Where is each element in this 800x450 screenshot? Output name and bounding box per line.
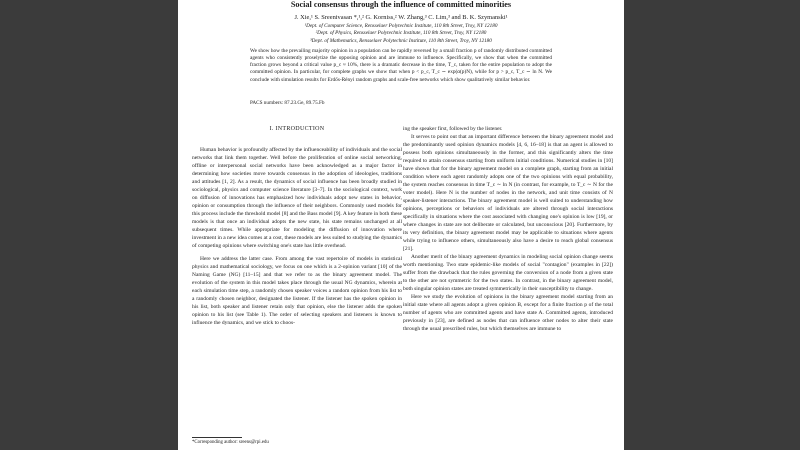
paragraph: Human behavior is profoundly affected by the influenceability of individuals and the social networks that link them together. Well before the proliferation of online social networking, offline or interpersonal social networks have been acknowledged as a major factor in determining how societies move towards consensus in the adoption of ideologies, traditions and attitudes [1, 2]. As a result, the dynamics of social influence has been broadly studied in sociological, physics and computer science literature [3–7]. In the sociological context, work on diffusion of innovations has emphasized how individuals adopt new states in behavior, opinion or consumption through the influence of their neighbors. Commonly used models for this process include the threshold model [8] and the Bass model [9]. A key feature in both these models is that once an individual adopts the new state, his state remains unchanged at all subsequent times. While appropriate for modeling the diffusion of innovation where investment in a new idea comes at a cost, these models are less suited to studying the dynamics of competing opinions where switching one's state has little overhead. [192, 147, 402, 250]
pacs-numbers: PACS numbers: 87.23.Ge, 89.75.Fb [250, 100, 325, 106]
affiliation-line: ¹Dept. of Computer Science, Rensselaer Polytechnic Institute, 110 8th Street, Troy, NY 12180 [304, 23, 498, 29]
abstract: We show how the prevailing majority opinion in a population can be rapidly reversed by a small fraction p of randomly distributed committed agents who consistently proselytize the opposing opinion and are immune to influence. Specifically, we show that when the committed fraction grows beyond a critical value p_c ≈ 10%, there is a dramatic decrease in the time, T_c, taken for the entire population to adopt the committed opinion. In particular, for complete graphs we show that when p < p_c, T_c ∼ exp(α(p)N), while for p > p_c, T_c ∼ ln N. We conclude with simulation results for Erdős-Rényi random graphs and scale-free networks which show qualitatively similar behavior. [250, 48, 552, 83]
affiliations [178, 23, 624, 45]
author-list: J. Xie,¹ S. Sreenivasan *,¹,² G. Korniss,² W. Zhang,³ C. Lim,³ and B. K. Szymanski¹ [294, 14, 508, 21]
paragraph: It serves to point out that an important difference between the binary agreement model and the predominantly used opinion dynamics models [4, 6, 16–18] is that an agent is allowed to possess both opinions simultaneously in the former, and this significantly alters the time required to attain consensus starting from uniform initial conditions. Numerical studies in [10] have shown that for the binary agreement model on a complete graph, starting from an initial condition where each agent randomly adopts one of the two opinions with equal probability, the system reaches consensus in time T_c ∼ ln N (in contrast, for example, to T_c ∼ N for the voter model). Here N is the number of nodes in the network, and unit time consists of N speaker-listener interactions. The binary agreement model is well suited to understanding how opinions, perceptions or behaviors of individuals are altered through social interactions specifically in situations where the cost associated with changing one's opinion is low [19], or where changes in state are not deliberate or calculated, but unconscious [20]. Furthermore, by its very definition, the binary agreement model may be applicable to situations where agents while trying to influence others, simultaneously also have a desire to reach global consensus [21]. [403, 134, 613, 253]
footnote-divider [192, 437, 242, 438]
right-column [403, 125, 613, 333]
affiliation-line: ³Dept. of Mathematics, Rensselaer Polytechnic Institute, 110 8th Street, Troy, NY 12180 [310, 37, 492, 44]
section-heading: I. INTRODUCTION [269, 126, 325, 132]
left-column [192, 125, 402, 327]
affiliation-line: ²Dept. of Physics, Rensselaer Polytechnic Institute, 110 8th Street, Troy, NY 12180 [315, 30, 487, 37]
paragraph: Here we study the evolution of opinions in the binary agreement model starting from an initial state where all agents adopt a given opinion B, except for a finite fraction p of the total number of agents who are committed agents and have state A. Committed agents, introduced previously in [23], are defined as nodes that can influence other nodes to alter their state through the usual prescribed rules, but which themselves are immune to [403, 294, 613, 333]
paragraph: Another merit of the binary agreement dynamics in modeling social opinion change seems worth mentioning. Two state epidemic-like models of social "contagion" (examples in [22]) suffer from the drawback that the rules governing the conversion of a node from a given state to the other are not symmetric for the two states. In contrast, in the binary agreement model, both singular opinion states are treated symmetrically in their susceptibility to change. [403, 254, 613, 293]
footnote: *Corresponding author: sreens@rpi.edu [192, 440, 269, 445]
paragraph: Here we address the latter case. From among the vast repertoire of models in statistical physics and mathematical sociology, we focus on one which is a 2-opinion variant [10] of the Naming Game (NG) [11–15] and that we refer to as the binary agreement model. The evolution of the system in this model takes place through the usual NG dynamics, wherein at each simulation time step, a randomly chosen speaker voices a random opinion from his list to a randomly chosen neighbor, designated the listener. If the listener has the spoken opinion in his list, both speaker and listener retain only that opinion, else the listener adds the spoken opinion to his list (see Table 1). The order of selecting speakers and listeners is known to influence the dynamics, and we stick to choos- [192, 256, 402, 327]
paper-title: Social consensus through the influence of committed minorities [290, 0, 512, 9]
paragraph: ing the speaker first, followed by the listener. [403, 126, 503, 132]
paper-page [178, 0, 624, 450]
